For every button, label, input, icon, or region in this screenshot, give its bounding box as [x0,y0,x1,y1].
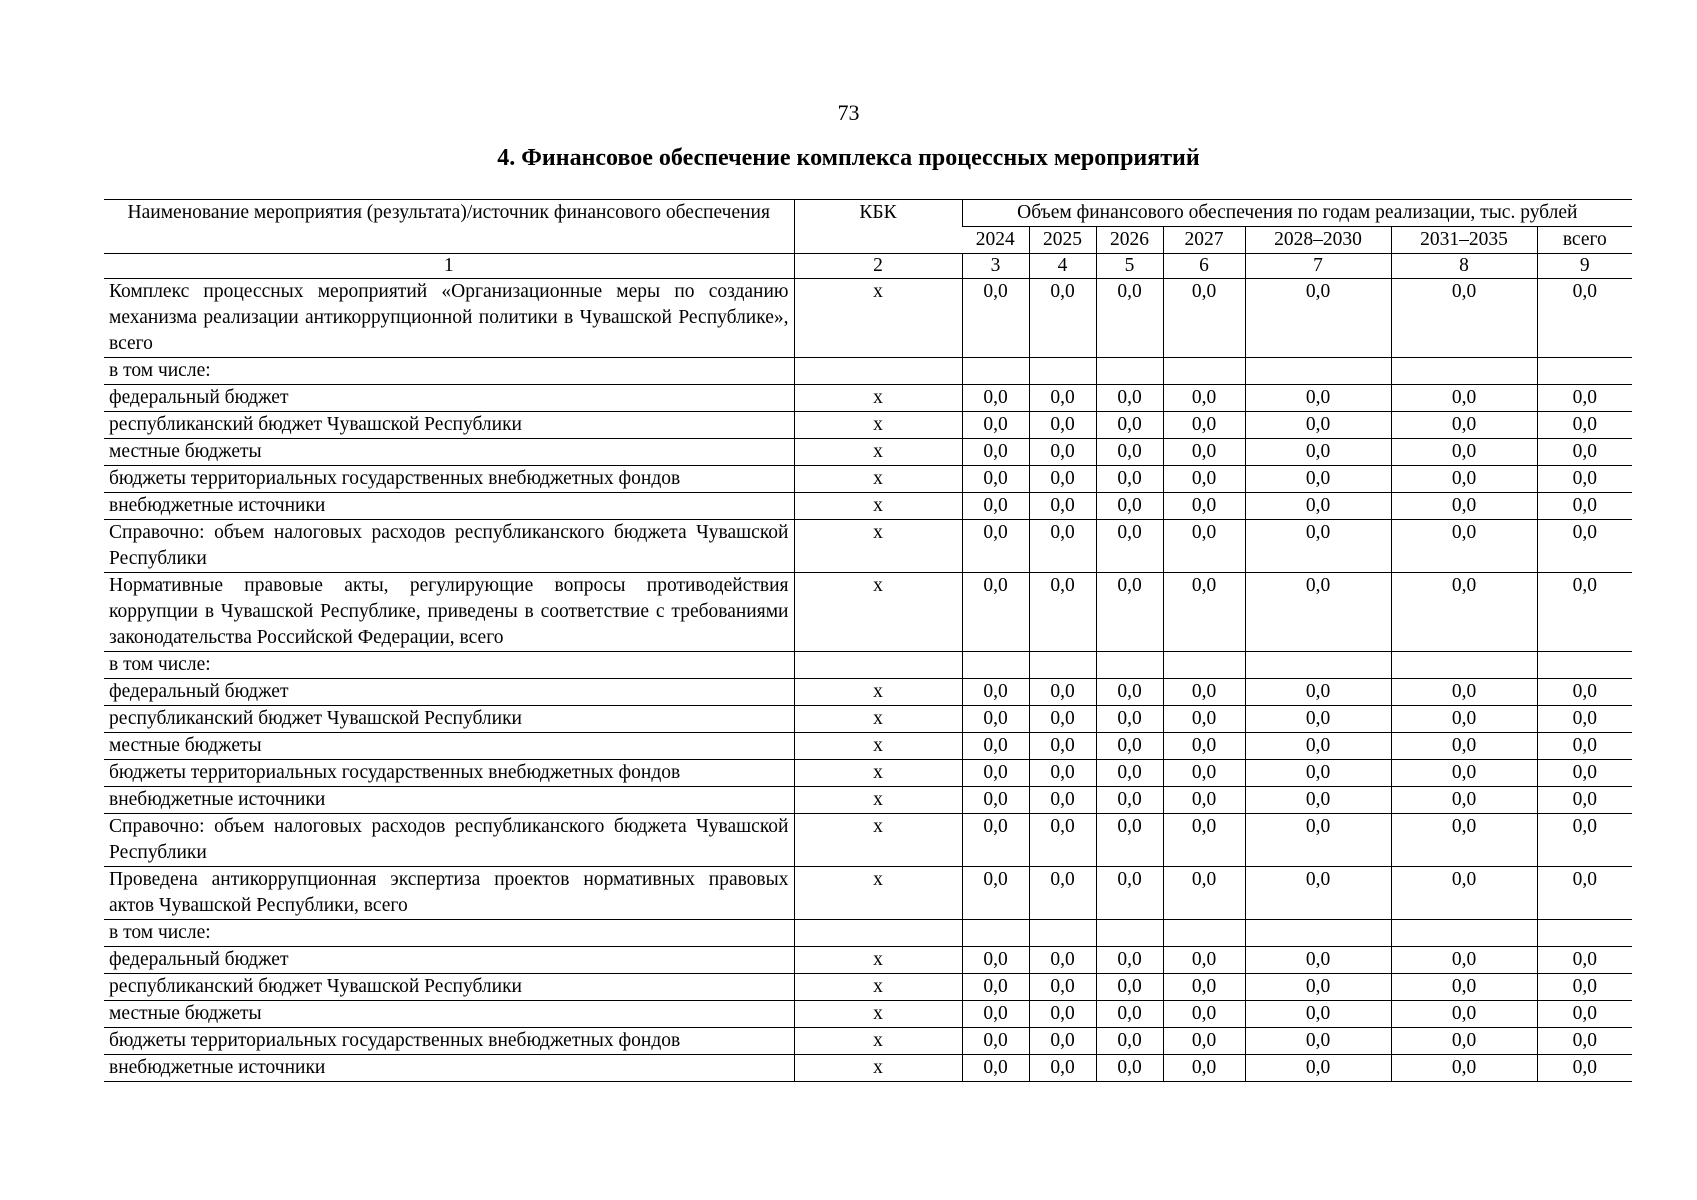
row-value: 0,0 [1029,974,1096,1001]
row-value: 0,0 [1391,867,1537,920]
row-value: 0,0 [1537,493,1632,520]
row-value: 0,0 [1537,867,1632,920]
row-value [1096,652,1163,679]
row-value: 0,0 [1245,787,1391,814]
row-value: 0,0 [1163,706,1245,733]
row-value: 0,0 [1096,1028,1163,1055]
row-name: федеральный бюджет [104,679,794,706]
row-name: Проведена антикоррупционная экспертиза проектов нормативных правовых актов Чувашской Республики, всего [104,867,794,920]
row-name: внебюджетные источники [104,787,794,814]
column-number: 4 [1029,254,1096,279]
row-value [1537,358,1632,385]
column-number: 6 [1163,254,1245,279]
column-number: 3 [962,254,1029,279]
row-value: 0,0 [1096,867,1163,920]
row-value: 0,0 [1245,1055,1391,1082]
row-value: 0,0 [1096,412,1163,439]
row-value [1537,920,1632,947]
row-value: 0,0 [1245,439,1391,466]
row-value: 0,0 [1029,1001,1096,1028]
row-name: бюджеты территориальных государственных внебюджетных фондов [104,466,794,493]
row-value [1029,920,1096,947]
row-value: 0,0 [1163,466,1245,493]
row-value: 0,0 [1537,974,1632,1001]
row-name: бюджеты территориальных государственных внебюджетных фондов [104,1028,794,1055]
row-value: 0,0 [1096,573,1163,652]
table-row [104,1055,1632,1082]
row-value: 0,0 [1096,1001,1163,1028]
row-kbk: x [794,1028,962,1055]
row-value: 0,0 [1029,947,1096,974]
row-kbk: x [794,679,962,706]
row-value: 0,0 [1391,1028,1537,1055]
row-value: 0,0 [1245,974,1391,1001]
row-value [1163,920,1245,947]
column-number: 8 [1391,254,1537,279]
row-value: 0,0 [1391,814,1537,867]
row-name: Справочно: объем налоговых расходов республиканского бюджета Чувашской Республики [104,814,794,867]
row-value: 0,0 [1163,947,1245,974]
row-name: Комплекс процессных мероприятий «Организационные меры по созданию механизма реализации антикоррупционной политики в Чувашской Республике», всего [104,279,794,358]
row-kbk: x [794,520,962,573]
table-row [104,652,1632,679]
header-volume-group: Объем финансового обеспечения по годам реализации, тыс. рублей [962,200,1632,227]
row-value: 0,0 [1537,520,1632,573]
row-value: 0,0 [1096,947,1163,974]
row-name: местные бюджеты [104,733,794,760]
row-value: 0,0 [1391,412,1537,439]
row-value: 0,0 [1096,385,1163,412]
row-value: 0,0 [1245,679,1391,706]
row-name: федеральный бюджет [104,947,794,974]
row-value: 0,0 [1096,279,1163,358]
row-value: 0,0 [1029,1028,1096,1055]
row-value: 0,0 [1537,573,1632,652]
row-value: 0,0 [962,867,1029,920]
row-value: 0,0 [962,1028,1029,1055]
row-value: 0,0 [1245,1028,1391,1055]
row-value: 0,0 [1163,679,1245,706]
row-kbk: x [794,573,962,652]
row-value [1029,652,1096,679]
row-value [1163,358,1245,385]
row-kbk: x [794,733,962,760]
row-value [1391,652,1537,679]
row-value [1245,358,1391,385]
financing-table [104,199,1632,1082]
row-value: 0,0 [1245,947,1391,974]
header-name: Наименование мероприятия (результата)/источник финансового обеспечения [104,200,794,254]
header-year: 2031–2035 [1391,227,1537,254]
table-row [104,733,1632,760]
row-value: 0,0 [1096,733,1163,760]
table-row [104,385,1632,412]
row-value: 0,0 [1245,706,1391,733]
row-value: 0,0 [1163,493,1245,520]
row-value: 0,0 [1096,787,1163,814]
row-value: 0,0 [1537,947,1632,974]
table-row [104,974,1632,1001]
row-value: 0,0 [1391,947,1537,974]
row-value: 0,0 [1096,493,1163,520]
row-value: 0,0 [962,279,1029,358]
column-number: 1 [104,254,794,279]
row-kbk [794,358,962,385]
row-value: 0,0 [1029,706,1096,733]
row-value: 0,0 [1391,493,1537,520]
row-name: в том числе: [104,920,794,947]
table-row [104,493,1632,520]
row-kbk: x [794,279,962,358]
table-row [104,279,1632,358]
page-number: 73 [837,100,860,125]
row-value [1096,358,1163,385]
row-value: 0,0 [962,493,1029,520]
row-value: 0,0 [1245,814,1391,867]
row-value [1096,920,1163,947]
row-value: 0,0 [1029,733,1096,760]
row-value: 0,0 [962,1001,1029,1028]
row-value: 0,0 [1096,439,1163,466]
table-row [104,412,1632,439]
row-value: 0,0 [1537,439,1632,466]
row-value: 0,0 [1391,1055,1537,1082]
table-row [104,706,1632,733]
row-value [962,652,1029,679]
row-value: 0,0 [962,760,1029,787]
row-kbk: x [794,439,962,466]
row-value: 0,0 [1537,412,1632,439]
row-value [1391,358,1537,385]
row-value: 0,0 [1029,520,1096,573]
row-value: 0,0 [1163,867,1245,920]
row-value: 0,0 [1029,867,1096,920]
row-value: 0,0 [1245,520,1391,573]
table-row [104,1028,1632,1055]
row-value: 0,0 [1096,814,1163,867]
row-value: 0,0 [1391,733,1537,760]
row-value: 0,0 [1537,679,1632,706]
row-value: 0,0 [962,520,1029,573]
table-row [104,947,1632,974]
header-year: 2028–2030 [1245,227,1391,254]
header-row [104,200,1632,227]
row-value: 0,0 [962,679,1029,706]
row-value [1245,652,1391,679]
row-value: 0,0 [962,412,1029,439]
row-name: Нормативные правовые акты, регулирующие вопросы противодействия коррупции в Чувашской Республике, приведены в соответствие с требованиями законодательства Российской Федерации, всего [104,573,794,652]
row-value: 0,0 [962,733,1029,760]
table-row [104,760,1632,787]
column-number: 9 [1537,254,1632,279]
row-value: 0,0 [1537,385,1632,412]
row-value [962,920,1029,947]
row-value: 0,0 [1391,706,1537,733]
row-value [1163,652,1245,679]
table-row [104,358,1632,385]
row-kbk: x [794,466,962,493]
row-name: республиканский бюджет Чувашской Республики [104,706,794,733]
row-value: 0,0 [1163,814,1245,867]
row-value [1245,920,1391,947]
row-value: 0,0 [1245,733,1391,760]
row-value: 0,0 [1391,974,1537,1001]
row-name: Справочно: объем налоговых расходов республиканского бюджета Чувашской Республики [104,520,794,573]
row-name: республиканский бюджет Чувашской Республики [104,974,794,1001]
header-year: 2027 [1163,227,1245,254]
row-value [962,358,1029,385]
row-value [1029,358,1096,385]
table-row [104,679,1632,706]
row-value: 0,0 [1537,706,1632,733]
column-number: 7 [1245,254,1391,279]
row-name: в том числе: [104,358,794,385]
header-year: 2025 [1029,227,1096,254]
row-value: 0,0 [1245,760,1391,787]
row-value: 0,0 [962,439,1029,466]
row-value: 0,0 [962,947,1029,974]
header-total: всего [1537,227,1632,254]
row-kbk: x [794,385,962,412]
row-value: 0,0 [1029,814,1096,867]
row-kbk: x [794,1055,962,1082]
table-row [104,814,1632,867]
row-value: 0,0 [1537,466,1632,493]
row-value: 0,0 [1537,733,1632,760]
row-value: 0,0 [1029,466,1096,493]
row-value: 0,0 [1537,1028,1632,1055]
row-value: 0,0 [1245,493,1391,520]
row-value: 0,0 [1029,412,1096,439]
row-value: 0,0 [962,466,1029,493]
table-row [104,439,1632,466]
row-value: 0,0 [1537,814,1632,867]
table-row [104,867,1632,920]
row-value: 0,0 [1391,679,1537,706]
row-value: 0,0 [1391,385,1537,412]
row-value: 0,0 [1096,760,1163,787]
row-value: 0,0 [1245,1001,1391,1028]
row-value: 0,0 [962,706,1029,733]
row-name: местные бюджеты [104,439,794,466]
table-row [104,466,1632,493]
row-value: 0,0 [1096,974,1163,1001]
row-value: 0,0 [1245,573,1391,652]
row-name: федеральный бюджет [104,385,794,412]
page-title: 4. Финансовое обеспечение комплекса процессных мероприятий [497,145,1200,171]
row-value: 0,0 [1245,412,1391,439]
row-value: 0,0 [1163,279,1245,358]
row-name: внебюджетные источники [104,493,794,520]
row-value: 0,0 [962,1055,1029,1082]
column-number: 2 [794,254,962,279]
row-value: 0,0 [1163,760,1245,787]
row-value: 0,0 [1391,1001,1537,1028]
row-value: 0,0 [1537,787,1632,814]
row-kbk: x [794,493,962,520]
row-kbk: x [794,867,962,920]
row-value: 0,0 [1029,279,1096,358]
row-value: 0,0 [1163,787,1245,814]
row-value: 0,0 [1163,1028,1245,1055]
row-value: 0,0 [1029,787,1096,814]
row-name: местные бюджеты [104,1001,794,1028]
row-value: 0,0 [1163,733,1245,760]
row-kbk [794,652,962,679]
row-value: 0,0 [1163,1055,1245,1082]
row-value: 0,0 [1029,573,1096,652]
row-value: 0,0 [1537,760,1632,787]
row-name: в том числе: [104,652,794,679]
row-value: 0,0 [1096,466,1163,493]
row-value: 0,0 [962,385,1029,412]
row-kbk: x [794,814,962,867]
column-number: 5 [1096,254,1163,279]
row-value: 0,0 [1391,573,1537,652]
row-kbk: x [794,760,962,787]
row-value: 0,0 [1163,974,1245,1001]
row-value: 0,0 [962,787,1029,814]
header-kbk: КБК [794,200,962,254]
row-value: 0,0 [1537,1055,1632,1082]
row-value: 0,0 [1096,1055,1163,1082]
row-name: внебюджетные источники [104,1055,794,1082]
row-value [1391,920,1537,947]
row-value: 0,0 [1245,279,1391,358]
row-value: 0,0 [1029,1055,1096,1082]
row-kbk [794,920,962,947]
row-value: 0,0 [1391,520,1537,573]
row-value: 0,0 [962,974,1029,1001]
row-value: 0,0 [1391,466,1537,493]
row-name: бюджеты территориальных государственных внебюджетных фондов [104,760,794,787]
row-value: 0,0 [1245,867,1391,920]
row-value: 0,0 [1391,279,1537,358]
row-value: 0,0 [1163,1001,1245,1028]
header-year: 2024 [962,227,1029,254]
row-kbk: x [794,947,962,974]
row-kbk: x [794,974,962,1001]
row-kbk: x [794,412,962,439]
row-value: 0,0 [1391,787,1537,814]
row-value: 0,0 [1245,385,1391,412]
row-value: 0,0 [1029,439,1096,466]
row-value: 0,0 [1391,439,1537,466]
table-row [104,573,1632,652]
row-value: 0,0 [1029,493,1096,520]
row-value: 0,0 [1029,385,1096,412]
table-row [104,1001,1632,1028]
row-value: 0,0 [1096,706,1163,733]
row-kbk: x [794,706,962,733]
row-value: 0,0 [962,814,1029,867]
row-value: 0,0 [962,573,1029,652]
row-value: 0,0 [1391,760,1537,787]
row-value: 0,0 [1096,520,1163,573]
row-value: 0,0 [1245,466,1391,493]
table-row [104,920,1632,947]
table-row [104,520,1632,573]
row-value: 0,0 [1163,520,1245,573]
row-value: 0,0 [1029,679,1096,706]
row-value: 0,0 [1163,412,1245,439]
row-kbk: x [794,787,962,814]
row-value: 0,0 [1163,439,1245,466]
row-value: 0,0 [1029,760,1096,787]
row-value: 0,0 [1537,1001,1632,1028]
row-name: республиканский бюджет Чувашской Республики [104,412,794,439]
row-value: 0,0 [1163,385,1245,412]
row-value: 0,0 [1163,573,1245,652]
table-body [104,279,1632,1082]
column-numbers-row [104,254,1632,279]
row-kbk: x [794,1001,962,1028]
row-value: 0,0 [1537,279,1632,358]
row-value: 0,0 [1096,679,1163,706]
header-year: 2026 [1096,227,1163,254]
row-value [1537,652,1632,679]
table-row [104,787,1632,814]
